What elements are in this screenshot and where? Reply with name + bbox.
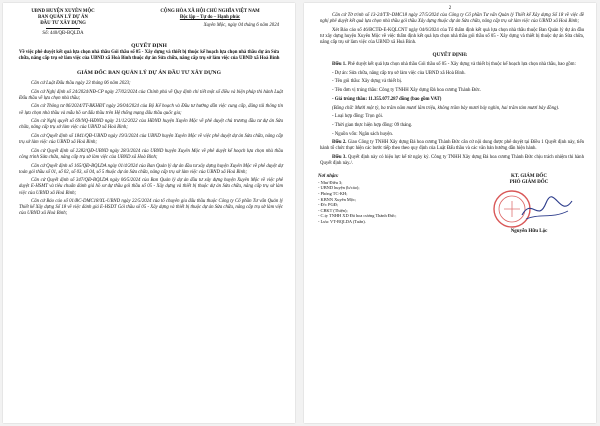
article-1-text: Phê duyệt kết quả lựa chọn nhà thầu Gói thầu số 05 - Xây dựng và thiết bị thuộc kế hoạch lựa chọn nhà thầu, bao gồm: (346, 62, 576, 68)
legal-basis: Căn cứ Quyết định số 165/QĐ-BQLDA ngày 01/4/2024 của Ban Quản lý dự án đầu tư xây dựng huyện Xuyên Mộc về phê duyệt dự toán gói thầu số 01, số 02, số 03, số 04, số 5 thuộc dự án Sửa chữa, nâng cấp trụ sở làm việc của UBND xã Hoà Bình; (19, 163, 283, 175)
recipients (318, 174, 438, 235)
document-date: Xuyên Mộc, ngày 04 tháng 6 năm 2024 (203, 23, 279, 28)
sign-title: PHÓ GIÁM ĐỐC (509, 180, 549, 186)
org-name: BAN QUẢN LÝ DỰ ÁN (38, 15, 88, 20)
article-1 (320, 62, 584, 68)
recipient: - UBND huyện (b/cáo); (318, 185, 360, 191)
article-2 (320, 140, 584, 152)
org-parent: UBND HUYỆN XUYÊN MỘC (31, 9, 95, 14)
recipient: - Lưu: VT-BQLDA (Tuấn). (318, 218, 366, 224)
national-motto: Độc lập – Tự do – Hạnh phúc (179, 15, 241, 20)
article-2-text: Giao Công ty TNHH Xây dựng Đá hoa cương Thành Đức căn cứ nội dung được phê duyệt tại Điều 1 Quyết định này, tiến hành tổ chức thực hiện các bước tiếp theo theo quy định của Luật Đấu thầu và các văn bản hướng dẫn hiện hành. (320, 140, 584, 152)
article-1-label: Điều 1. (332, 62, 347, 68)
signatory (474, 174, 584, 235)
legal-basis: Xét Báo cáo số 46/BCTĐ-E-KQLCNT ngày 04/6/2024 của Tổ thẩm định kết quả lựa chọn nhà thầu thuộc Ban Quản lý dự án đầu tư xây dựng huyện Xuyên Mộc về việc thẩm định kết quả lựa chọn nhà thầu gói thầu số 05 - Xây dựng và thiết bị thuộc dự án Sửa chữa, nâng cấp trụ sở làm việc của UBND xã Hoà Bình. (320, 27, 584, 45)
national-heading (135, 9, 285, 37)
recipient: - Đ/c PGĐ; (318, 202, 339, 208)
recipients-label: Nơi nhận: (318, 173, 339, 179)
official-stamp (474, 189, 584, 229)
recipient: - Phòng TC-KH; (318, 191, 348, 196)
article-item: - Nguồn vốn: Ngân sách huyện. (332, 131, 394, 137)
article-3-text: Quyết định này có hiệu lực kể từ ngày ký. Công ty TNHH Xây dựng Đá hoa cương Thành Đức chịu trách nhiệm thi hành Quyết định này./. (320, 155, 584, 167)
legal-basis: Căn cứ Quyết định số 347/QĐ-BQLDA ngày 06/5/2024 của Ban Quản lý dự án đầu tư xây dựng huyện Xuyên Mộc về việc phê duyệt E-HSMT và tiêu chuẩn đánh giá hồ sơ dự thầu gói thầu số 05 - Xây dựng và thiết bị thuộc dự án Sửa chữa, nâng cấp trụ sở làm việc của UBND xã Hoà Bình; (19, 178, 283, 196)
stamp-signature-icon (482, 189, 576, 229)
article-item: - Thời gian thực hiện hợp đồng: 09 tháng. (332, 122, 413, 128)
decision-heading: QUYẾT ĐỊNH: (432, 52, 468, 59)
signer-name: Nguyễn Hữu Lộc (510, 228, 548, 234)
article-item: - Dự án: Sửa chữa, nâng cấp trụ sở làm việc của UBND xã Hoà Bình. (332, 70, 466, 76)
price-in-words: (Bằng chữ: Mười một tỷ, ba trăm năm mươi lăm triệu, không trăm bảy mươi bảy nghìn, hai trăm tám mươi bảy đồng). (332, 105, 560, 111)
header-rule-left (46, 28, 80, 29)
legal-basis: Căn cứ Luật Đấu thầu ngày 23 tháng 06 năm 2023; (31, 81, 131, 86)
legal-basis: Căn cứ Tờ trình số 13-24/TTr-DMC18 ngày 27/5/2024 của Công ty Cổ phần Tư vấn Quản lý Thiết kế Xây dựng Số 18 về việc đề nghị phê duyệt kết quả lựa chọn nhà thầu gói thầu Xây dựng thuộc dự án Sửa chữa, nâng cấp trụ sở làm việc của UBND xã Hoà Bình; (320, 13, 584, 25)
page-number: 2 (448, 6, 452, 11)
legal-bases (3, 81, 295, 218)
article-item: - Tên đơn vị trúng thầu: Công ty TNHH Xây dựng Đà hoa cương Thành Đức. (332, 88, 482, 94)
authority-heading: GIÁM ĐỐC BAN QUẢN LÝ DỰ ÁN ĐẦU TƯ XÂY DỰNG (77, 70, 221, 76)
document-title: QUYẾT ĐỊNH (131, 43, 167, 49)
winning-price: - Giá trúng thầu: 11.355.077.287 đồng (bao gồm VAT) (332, 96, 442, 102)
country-name: CỘNG HÒA XÃ HỘI CHỦ NGHĨA VIỆT NAM (160, 9, 260, 14)
article-3-label: Điều 3. (332, 155, 347, 161)
recipient: - CBKT (Thiện); (318, 207, 348, 213)
legal-basis: Căn cứ Báo cáo số 01/BC-DMC18/XL-UBND ngày 22/5/2024 của tổ chuyên gia đấu thầu thuộc Công ty Cổ phần Tư vấn Quản lý Thiết kế Xây dựng Số 18 về việc đánh giá E-HSDT Gói thầu số 05 - Xây dựng và thiết bị thuộc dự án Sửa chữa, nâng cấp trụ sở làm việc của UBND xã Hoà Bình; (19, 199, 283, 217)
legal-basis: Căn cứ Thông tư 06/2024/TT-BKHĐT ngày 26/04/2024 của Bộ Kế hoạch và Đầu tư hướng dẫn việc cung cấp, đăng tải thông tin về lựa chọn nhà thầu và mẫu hồ sơ đấu thầu trên Hệ thống mạng đấu thầu quốc gia; (19, 104, 283, 116)
legal-basis: Căn cứ Nghị định số 24/2024/NĐ-CP ngày 27/02/2024 của Chính phủ về Quy định chi tiết một số điều và biện pháp thi hành Luật Đấu thầu về lựa chọn nhà thầu; (19, 89, 283, 101)
sign-on-behalf: KT. GIÁM ĐỐC (511, 173, 547, 179)
signature-block (304, 170, 596, 235)
org-name-2: ĐẦU TƯ XÂY DỰNG (40, 21, 86, 26)
legal-bases-continued (304, 13, 596, 46)
document-number: Số: 440/QĐ-BQLDA (42, 31, 84, 36)
document-page-2 (304, 3, 596, 423)
article-3 (320, 155, 584, 167)
recipient: - C.ty TNHH XD Đá hoa cương Thành Đức; (318, 213, 397, 219)
document-page-1 (3, 3, 295, 423)
article-item: - Tên gói thầu: Xây dựng và thiết bị. (332, 79, 403, 85)
article-2-label: Điều 2. (332, 140, 347, 146)
document-subject: Về việc phê duyệt kết quả lựa chọn nhà thầu Gói thầu số 05 - Xây dựng và thiết bị thuộc kế hoạch lựa chọn nhà thầu dự án Sửa chữa, nâng cấp trụ sở làm việc của UBND xã Hoà Bình thuộc dự án Sửa chữa, nâng cấp trụ sở làm việc của UBND xã Hoà Bình (18, 50, 280, 61)
legal-basis: Căn cứ Quyết định số 1841/QĐ-UBND ngày 19/3/2024 của UBND huyện Xuyên Mộc về việc phê duyệt dự án Sửa chữa, nâng cấp trụ sở làm việc của UBND xã Hoà Bình; (19, 134, 283, 146)
decision-articles (304, 62, 596, 167)
recipient: - KBNN Xuyên Mộc; (318, 196, 357, 202)
article-item: - Loại hợp đồng: Trọn gói. (332, 114, 384, 120)
document-header (3, 3, 295, 37)
legal-basis: Căn cứ Nghị quyết số 69/NQ-HĐND ngày 21/12/2022 của HĐND huyện Xuyên Mộc về phê duyệt chủ trương đầu tư dự án Sửa chữa, nâng cấp trụ sở làm việc của UBND xã Hoà Bình; (19, 119, 283, 131)
recipient: - Như Điều 3; (318, 179, 343, 185)
legal-basis: Căn cứ Quyết định số 2282/QĐ-UBND ngày 28/3/2024 của UBND huyện Xuyên Mộc về phê duyệt kế hoạch lựa chọn nhà thầu công trình Sửa chữa, nâng cấp trụ sở làm việc của UBND xã Hoà Bình; (19, 148, 283, 160)
issuing-organization (15, 9, 111, 37)
